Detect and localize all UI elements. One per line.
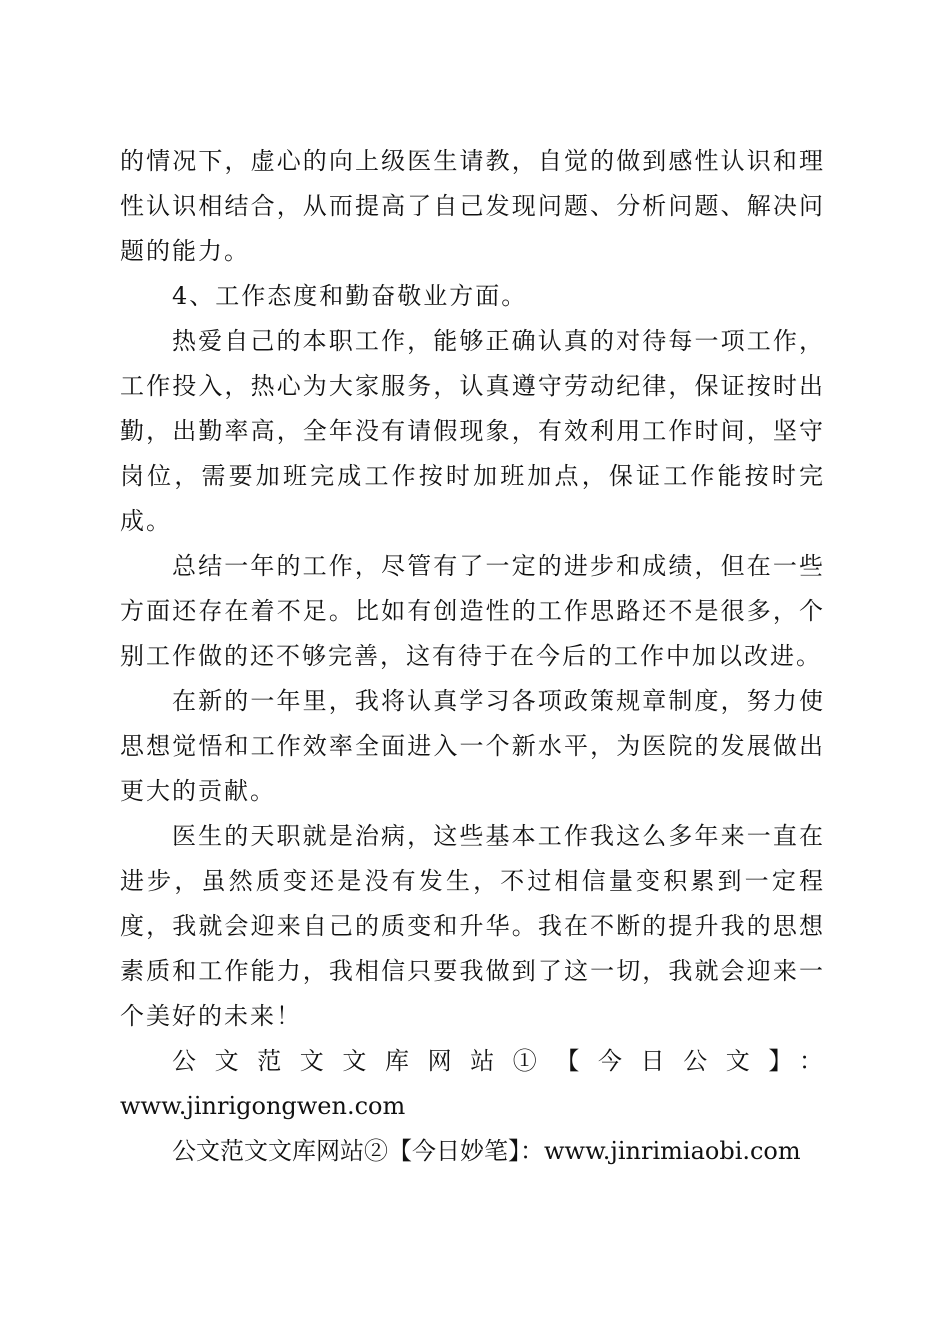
section-heading-4: 4、工作态度和勤奋敬业方面。: [172, 282, 528, 310]
site-link-1-url[interactable]: www.jinrigongwen.com: [120, 1092, 406, 1120]
site-link-1-label: 公文范文文库网站①【今日公文】：: [172, 1047, 825, 1075]
site-link-2-url[interactable]: www.jinrimiaobi.com: [544, 1137, 801, 1165]
site-link-2: [120, 1129, 825, 1174]
paragraph-summary: 总结一年的工作，尽管有了一定的进步和成绩，但在一些方面还存在着不足。比如有创造性的工作思路还不是很多，个别工作做的还不够完善，这有待于在今后的工作中加以改进。: [120, 552, 825, 670]
site-link-2-label: 公文范文文库网站②【今日妙笔】：: [172, 1137, 544, 1165]
paragraph-new-year: 在新的一年里，我将认真学习各项政策规章制度，努力使思想觉悟和工作效率全面进入一个新水平，为医院的发展做出更大的贡献。: [120, 687, 825, 805]
paragraph-work-attitude: 热爱自己的本职工作，能够正确认真的对待每一项工作，工作投入，热心为大家服务，认真遵守劳动纪律，保证按时出勤，出勤率高，全年没有请假现象，有效利用工作时间，坚守岗位，需要加班完成工作按时加班加点，保证工作能按时完成。: [120, 327, 825, 535]
paragraph-doctor-duty: 医生的天职就是治病，这些基本工作我这么多年来一直在进步，虽然质变还是没有发生，不过相信量变积累到一定程度，我就会迎来自己的质变和升华。我在不断的提升我的思想素质和工作能力，我相信只要我做到了这一切，我就会迎来一个美好的未来！: [120, 822, 825, 1030]
document-body: [120, 139, 825, 1174]
paragraph-1: 的情况下，虚心的向上级医生请教，自觉的做到感性认识和理性认识相结合，从而提高了自己发现问题、分析问题、解决问题的能力。: [120, 147, 825, 265]
